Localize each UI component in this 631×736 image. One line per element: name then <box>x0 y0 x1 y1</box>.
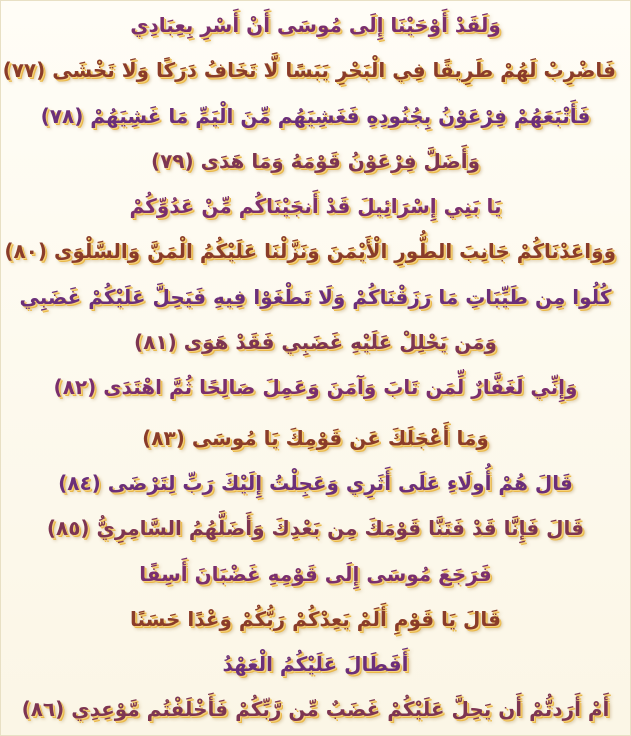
verse-line: كُلُوا مِن طَيِّبَاتِ مَا رَزَقْنَاكُمْ وَلَا تَطْغَوْا فِيهِ فَيَحِلَّ عَلَيْكُمْ غَضَبِي <box>19 284 612 309</box>
verse-line: وَمَا أَعْجَلَكَ عَن قَوْمِكَ يَا مُوسَى (٨٣) <box>142 425 489 450</box>
verse-line: وَلَقَدْ أَوْحَيْنَا إِلَى مُوسَى أَنْ أَسْرِ بِعِبَادِي <box>130 13 501 37</box>
verse-line: فَأَتْبَعَهُمْ فِرْعَوْنُ بِجُنُودِهِ فَغَشِيَهُم مِّنَ الْيَمِّ مَا غَشِيَهُمْ (٧٨) <box>40 103 591 128</box>
verse-line: أَفَطَالَ عَلَيْكُمُ الْعَهْدُ <box>222 652 409 677</box>
verse-line: وَوَاعَدْنَاكُمْ جَانِبَ الطُّورِ الْأَيْمَنَ وَنَزَّلْنَا عَلَيْكُمُ الْمَنَّ وَالسَّلْوَى (٨٠) <box>4 239 616 264</box>
verse-list <box>2 3 616 733</box>
verse-line: أَمْ أَرَدتُّمْ أَن يَحِلَّ عَلَيْكُمْ غَضَبٌ مِّن رَّبِّكُمْ فَأَخْلَفْتُم مَّوْعِدِي (٨٦) <box>21 697 610 722</box>
verse-line: وَمَن يَحْلِلْ عَلَيْهِ غَضَبِي فَقَدْ هَوَى (٨١) <box>134 330 497 355</box>
verse-line: يَا بَنِي إِسْرَائِيلَ قَدْ أَنجَيْنَاكُم مِّنْ عَدُوِّكُمْ <box>129 194 502 219</box>
verse-line: وَأَضَلَّ فِرْعَوْنُ قَوْمَهُ وَمَا هَدَى (٧٩) <box>150 148 480 173</box>
verse-line: قَالَ فَإِنَّا قَدْ فَتَنَّا قَوْمَكَ مِن بَعْدِكَ وَأَضَلَّهُمُ السَّامِرِيُّ (٨٥) <box>46 516 585 541</box>
verse-line: فَاضْرِبْ لَهُمْ طَرِيقًا فِي الْبَحْرِ يَبَسًا لَّا تَخَافُ دَرَكًا وَلَا تَخْشَى (٧٧) <box>2 58 616 83</box>
verse-line: قَالَ يَا قَوْمِ أَلَمْ يَعِدْكُمْ رَبُّكُمْ وَعْدًا حَسَنًا <box>129 606 501 631</box>
verse-line: قَالَ هُمْ أُولَاءِ عَلَى أَثَرِي وَعَجِلْتُ إِلَيْكَ رَبِّ لِتَرْضَى (٨٤) <box>58 470 573 495</box>
verse-line: فَرَجَعَ مُوسَى إِلَى قَوْمِهِ غَضْبَانَ أَسِفًا <box>139 561 492 586</box>
verse-line: وَإِنِّي لَغَفَّارٌ لِّمَن تَابَ وَآمَنَ وَعَمِلَ صَالِحًا ثُمَّ اهْتَدَى (٨٢) <box>53 375 578 400</box>
